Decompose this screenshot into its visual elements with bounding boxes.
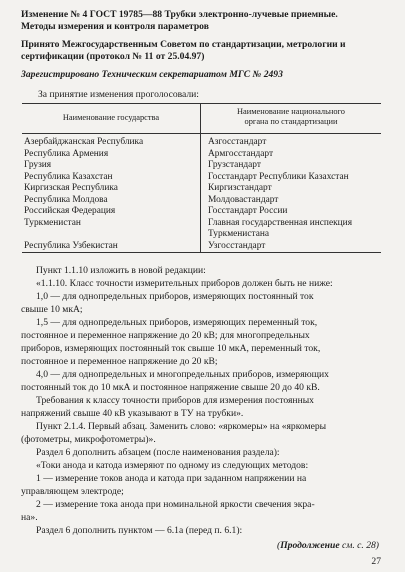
table-cell-body: Армгосстандарт xyxy=(208,148,274,159)
body-line: 1,0 — для однопредельных приборов, измеряющих постоянный ток xyxy=(36,291,314,302)
table-header-body-1: Наименование национального xyxy=(237,107,345,116)
header-registered: Зарегистрировано Техническим секретариатом МГС № 2493 xyxy=(21,69,283,80)
table-cell-body: Узгосстандарт xyxy=(208,240,266,251)
table-cell-body: Туркменистана xyxy=(208,229,270,239)
table-cell-state: Республика Казахстан xyxy=(24,171,113,182)
body-line: «1.1.10. Класс точности измерительных приборов должен быть не ниже: xyxy=(36,278,333,289)
table-cell-body: Киргизстандарт xyxy=(208,183,272,193)
table-cell-state: Российская Федерация xyxy=(24,206,116,216)
body-line: свыше 10 мкА; xyxy=(21,304,83,315)
header-title-line-1: Изменение № 4 ГОСТ 19785—88 Трубки электронно-лучевые приемные. xyxy=(21,9,338,20)
continuation-rest: см. с. 28) xyxy=(339,540,379,551)
header-title-line-2: Методы измерения и контроля параметров xyxy=(21,21,209,32)
table-cell-body: Главная государственная инспекция xyxy=(208,217,353,228)
header-adopted-line-1: Принято Межгосударственным Советом по стандартизации, метрологии и xyxy=(21,39,346,50)
table-cell-state: Республика Узбекистан xyxy=(24,240,118,251)
body-line: на». xyxy=(21,512,38,523)
table-header-rule xyxy=(22,133,381,134)
table-top-rule xyxy=(22,103,381,104)
table-cell-body: Грузстандарт xyxy=(208,160,261,170)
continuation-open: ( xyxy=(277,540,281,551)
table-bottom-rule xyxy=(22,252,381,253)
table-cell-body: Госстандарт России xyxy=(208,206,288,216)
table-cell-state: Республика Армения xyxy=(24,148,109,159)
continuation-note xyxy=(277,540,379,551)
body-line: постоянное и переменное напряжение до 20 кВ; xyxy=(21,356,218,367)
body-line: Требования к классу точности приборов для измерения постоянных xyxy=(36,395,314,406)
body-line: (фотометры, микрофотометры)». xyxy=(21,434,156,445)
body-line: Раздел 6 дополнить абзацем (после наименования раздела): xyxy=(36,447,280,458)
body-line: 2 — измерение тока анода при номинальной яркости свечения экра- xyxy=(36,499,315,510)
table-header-body-2: органа по стандартизации xyxy=(244,117,338,126)
body-line: приборов, измеряющих постоянный ток свыше 10 мкА, переменный ток, xyxy=(21,343,321,354)
body-line: управляющем электроде; xyxy=(21,486,124,497)
table-body-divider xyxy=(200,133,201,252)
table-cell-state: Республика Молдова xyxy=(24,194,108,205)
body-line: напряжений свыше 40 кВ указывают в ТУ на трубки». xyxy=(21,408,244,419)
continuation-bold: Продолжение xyxy=(280,540,340,551)
body-line: «Токи анода и катода измеряют по одному из следующих методов: xyxy=(36,460,309,471)
table-cell-body: Азгосстандарт xyxy=(208,137,267,147)
body-line: Раздел 6 дополнить пунктом — 6.1а (перед п. 6.1): xyxy=(36,525,243,536)
body-line: Пункт 1.1.10 изложить в новой редакции: xyxy=(36,265,206,276)
table-cell-body: Госстандарт Республики Казахстан xyxy=(208,171,349,182)
table-cell-state: Азербайджанская Республика xyxy=(24,137,144,147)
body-line: постоянный ток до 10 мкА и постоянное напряжение свыше 20 до 40 кВ. xyxy=(21,382,320,393)
table-cell-state: Киргизская Республика xyxy=(24,183,118,193)
body-line: 4,0 — для однопредельных и многопредельных приборов, измеряющих xyxy=(36,369,329,380)
page-number: 27 xyxy=(371,556,381,567)
body-line: 1 — измерение токов анода и катода при заданном напряжении на xyxy=(36,473,307,484)
header-adopted-line-2: сертификации (протокол № 11 от 25.04.97) xyxy=(21,51,205,62)
body-line: постоянное и переменное напряжение до 20 кВ; для многопредельных xyxy=(21,330,310,341)
body-line: Пункт 2.1.4. Первый абзац. Заменить слово: «яркомеры» на «яркомеры xyxy=(36,421,327,432)
table-cell-state: Грузия xyxy=(24,160,52,170)
table-header-state: Наименование государства xyxy=(62,113,160,122)
table-cell-body: Молдовастандарт xyxy=(208,194,279,205)
intro-text: За принятие изменения проголосовали: xyxy=(38,89,199,100)
table-cell-state: Туркменистан xyxy=(24,217,81,228)
body-line: 1,5 — для однопредельных приборов, измеряющих переменный ток, xyxy=(36,317,318,328)
